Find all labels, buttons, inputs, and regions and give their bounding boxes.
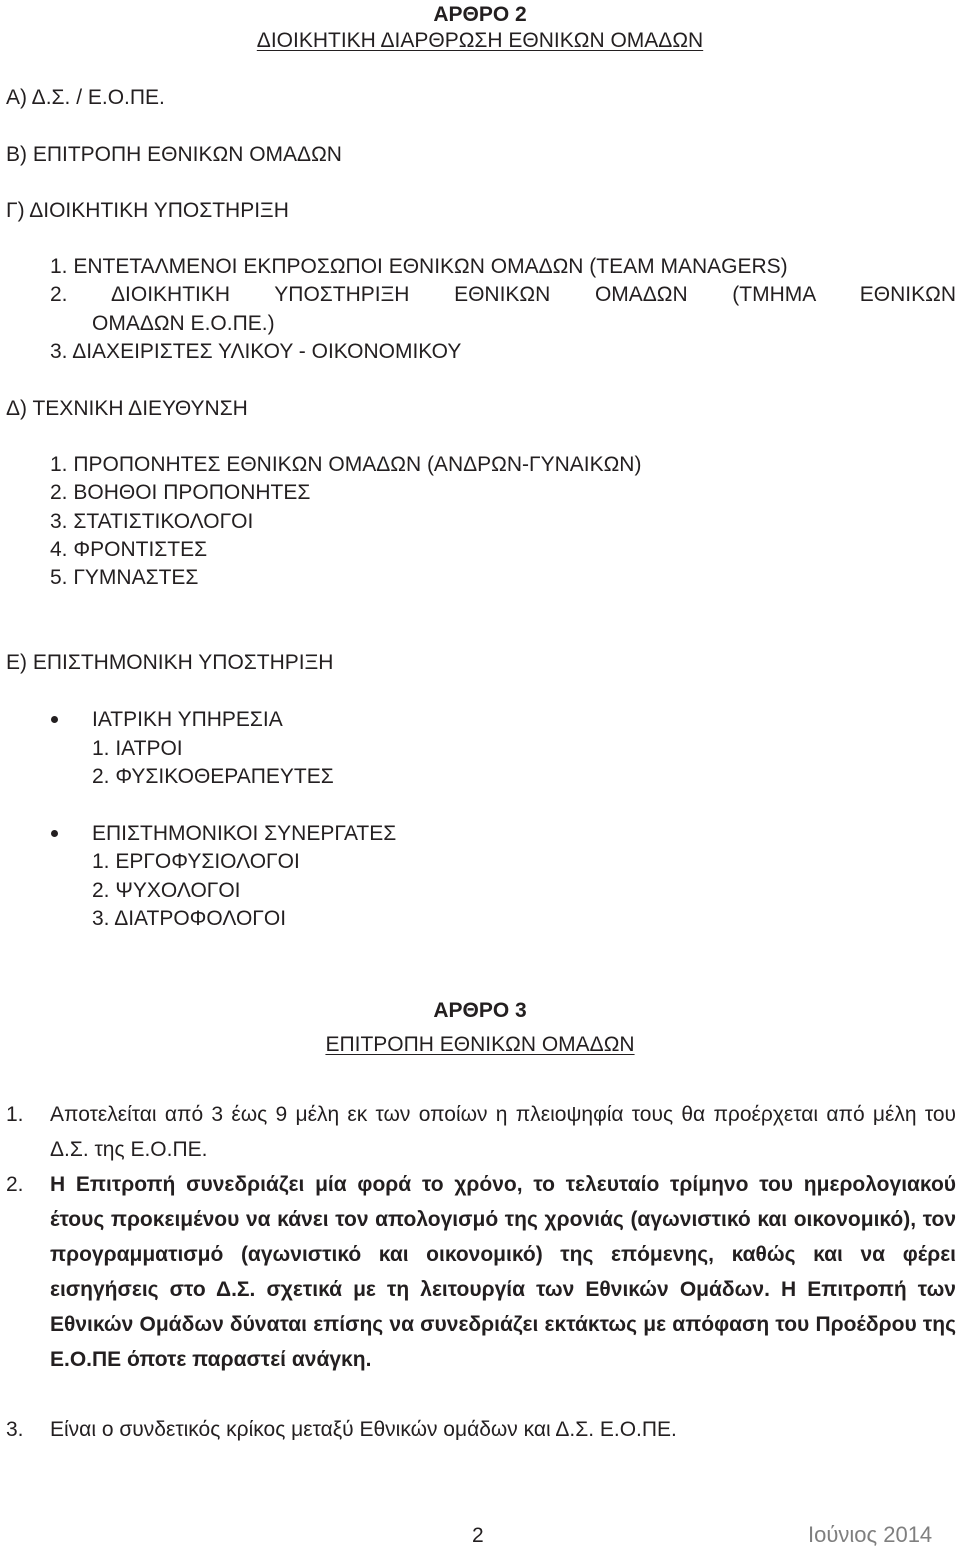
section-d-item-1: 1. ΠΡΟΠΟΝΗΤΕΣ ΕΘΝΙΚΩΝ ΟΜΑΔΩΝ (ΑΝΔΡΩΝ-ΓΥΝΑΙΚΩΝ) — [50, 453, 642, 476]
section-d-item-3: 3. ΣΤΑΤΙΣΤΙΚΟΛΟΓΟΙ — [50, 510, 254, 533]
section-e-title: Ε) ΕΠΙΣΤΗΜΟΝΙΚΗ ΥΠΟΣΤΗΡΙΞΗ — [6, 651, 334, 674]
bullet-icon — [51, 716, 58, 723]
section-d-item-4: 4. ΦΡΟΝΤΙΣΤΕΣ — [50, 538, 208, 561]
section-c-item-3: 3. ΔΙΑΧΕΙΡΙΣΤΕΣ ΥΛΙΚΟΥ - ΟΙΚΟΝΟΜΙΚΟΥ — [50, 340, 462, 363]
bullet-icon — [51, 830, 58, 837]
section-e-group-2-item-2: 2. ΨΥΧΟΛΟΓΟΙ — [92, 879, 241, 902]
section-d-item-2: 2. ΒΟΗΘΟΙ ΠΡΟΠΟΝΗΤΕΣ — [50, 481, 311, 504]
section-c-title: Γ) ΔΙΟΙΚΗΤΙΚΗ ΥΠΟΣΤΗΡΙΞΗ — [6, 199, 289, 222]
article-3-heading: ΑΡΘΡΟ 3 — [433, 999, 527, 1022]
section-e-group-2-label: ΕΠΙΣΤΗΜΟΝΙΚΟΙ ΣΥΝΕΡΓΑΤΕΣ — [92, 822, 397, 845]
paragraph-3-number: 3. — [6, 1418, 24, 1441]
section-c-item-2: 2. ΔΙΟΙΚΗΤΙΚΗ ΥΠΟΣΤΗΡΙΞΗ ΕΘΝΙΚΩΝ ΟΜΑΔΩΝ (ΤΜΗΜΑ ΕΘΝΙΚΩΝ — [50, 283, 956, 306]
section-e-group-1-item-2: 2. ΦΥΣΙΚΟΘΕΡΑΠΕΥΤΕΣ — [92, 765, 334, 788]
section-a: Α) Δ.Σ. / Ε.Ο.ΠΕ. — [6, 86, 165, 109]
paragraph-2-text: Η Επιτροπή συνεδριάζει μία φορά το χρόνο, το τελευταίο τρίμηνο του ημερολογιακού έτους προκειμένου να κάνει τον απολογισμό της χρονιάς (αγωνιστικό και οικονομικό), τον προγραμματισμό (αγωνιστικό και οικονομικό) της επόμενης, καθώς και να φέρει εισηγήσεις στο Δ.Σ. σχετικά με τη λειτουργία των Εθνικών Ομάδων. Η Επιτροπή των Εθνικών Ομάδων δύναται επίσης να συνεδριάζει εκτάκτως με απόφαση του Προέδρου της Ε.Ο.ΠΕ όποτε παραστεί ανάγκη. — [50, 1173, 956, 1371]
section-e-group-2-item-1: 1. ΕΡΓΟΦΥΣΙΟΛΟΓΟΙ — [92, 850, 300, 873]
article-3-title: ΕΠΙΤΡΟΠΗ ΕΘΝΙΚΩΝ ΟΜΑΔΩΝ — [325, 1033, 635, 1056]
paragraph-2-number: 2. — [6, 1173, 24, 1196]
page-number: 2 — [472, 1524, 484, 1547]
footer-date: Ιούνιος 2014 — [808, 1522, 933, 1547]
article-2-heading: ΑΡΘΡΟ 2 — [433, 3, 527, 26]
article-2-title: ΔΙΟΙΚΗΤΙΚΗ ΔΙΑΡΘΡΩΣΗ ΕΘΝΙΚΩΝ ΟΜΑΔΩΝ — [256, 29, 704, 52]
section-c-item-1: 1. ΕΝΤΕΤΑΛΜΕΝΟΙ ΕΚΠΡΟΣΩΠΟΙ ΕΘΝΙΚΩΝ ΟΜΑΔΩΝ (TEAM MANAGERS) — [50, 255, 788, 278]
paragraph-3-text: Είναι ο συνδετικός κρίκος μεταξύ Εθνικών ομάδων και Δ.Σ. Ε.Ο.ΠΕ. — [50, 1418, 677, 1441]
section-c-item-2-cont: ΟΜΑΔΩΝ Ε.Ο.ΠΕ.) — [92, 312, 275, 335]
section-b: Β) ΕΠΙΤΡΟΠΗ ΕΘΝΙΚΩΝ ΟΜΑΔΩΝ — [6, 143, 342, 166]
paragraph-1-text: Αποτελείται από 3 έως 9 μέλη εκ των οποίων η πλειοψηφία τους θα προέρχεται από μέλη του Δ.Σ. της Ε.Ο.ΠΕ. — [50, 1103, 956, 1161]
section-e-group-1-item-1: 1. ΙΑΤΡΟΙ — [92, 737, 183, 760]
paragraph-1-number: 1. — [6, 1103, 24, 1126]
section-d-title: Δ) ΤΕΧΝΙΚΗ ΔΙΕΥΘΥΝΣΗ — [6, 397, 248, 420]
section-d-item-5: 5. ΓΥΜΝΑΣΤΕΣ — [50, 566, 199, 589]
section-e-group-1-label: ΙΑΤΡΙΚΗ ΥΠΗΡΕΣΙΑ — [92, 708, 283, 731]
section-e-group-2-item-3: 3. ΔΙΑΤΡΟΦΟΛΟΓΟΙ — [92, 907, 287, 930]
